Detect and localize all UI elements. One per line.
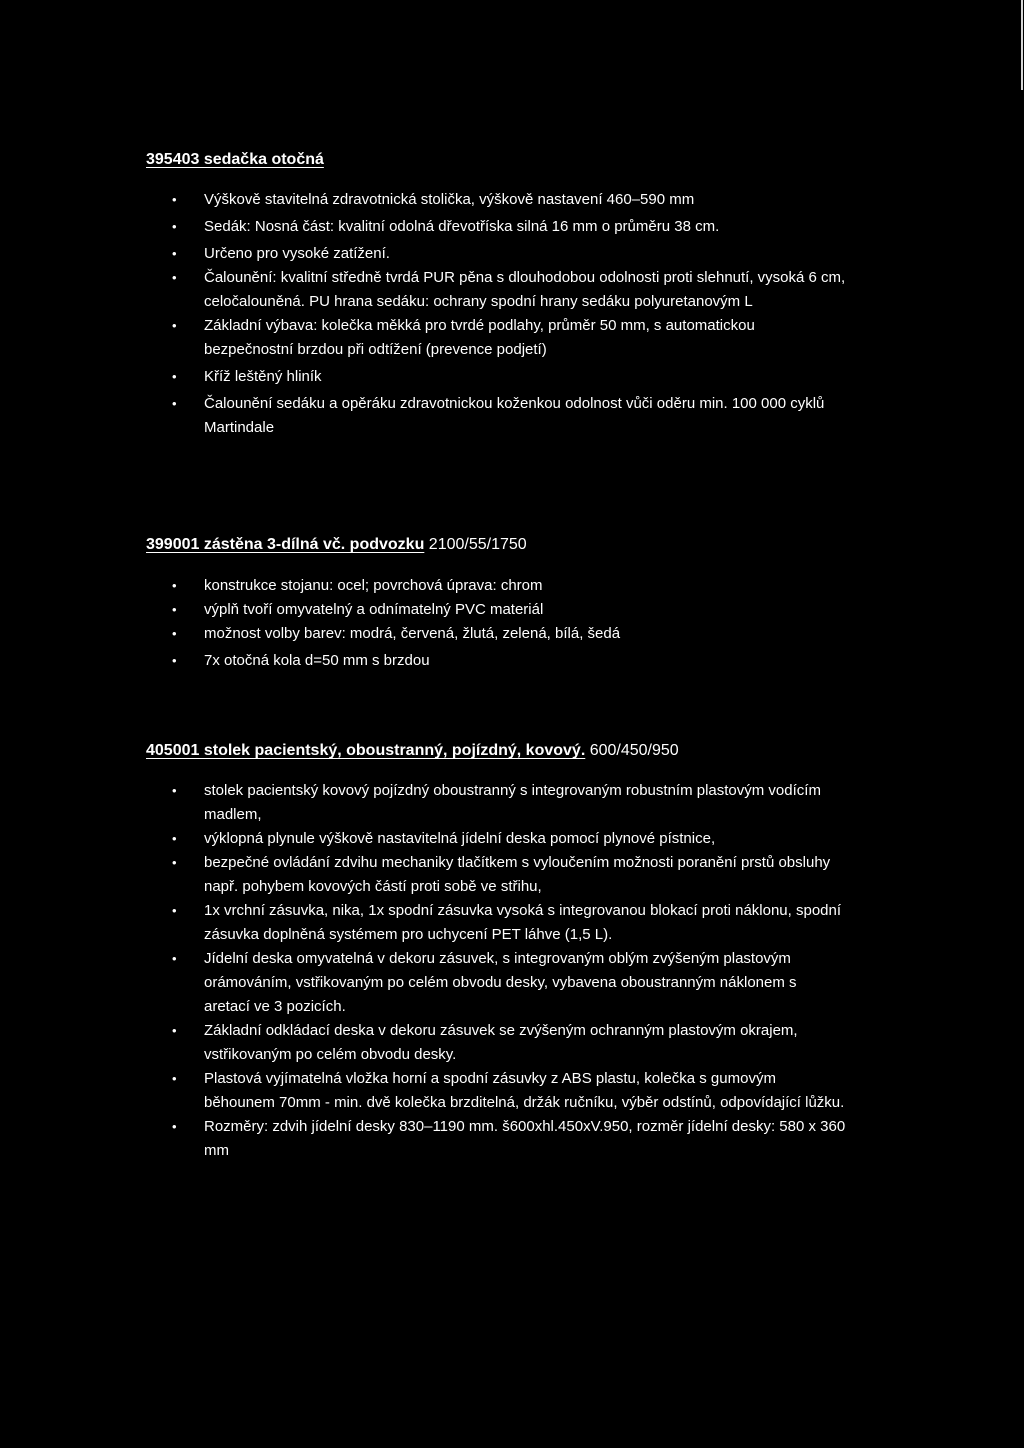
bullet-list [146, 574, 646, 673]
list-item: • výplň tvoří omyvatelný a odnímatelný PVC materiál [146, 598, 646, 622]
heading-title: 405001 stolek pacientský, oboustranný, pojízdný, kovový. [146, 742, 586, 759]
list-item: • Plastová vyjímatelná vložka horní a spodní zásuvky z ABS plastu, kolečka s gumovým běhounem 70mm - min. dvě kolečka brzditelná, držák ručníku, výběr odstínů, odpovídající lůžku. [146, 1067, 846, 1115]
list-item: • konstrukce stojanu: ocel; povrchová úprava: chrom [146, 574, 646, 598]
list-item: • 1x vrchní zásuvka, nika, 1x spodní zásuvka vysoká s integrovanou blokací proti náklonu, spodní zásuvka doplněná systémem pro uchycení PET láhve (1,5 L). [146, 899, 846, 947]
list-item: • Základní odkládací deska v dekoru zásuvek se zvýšeným ochranným plastovým okrajem, vstřikovaným po celém obvodu desky. [146, 1019, 846, 1067]
section-sedacka-otocna [146, 150, 886, 440]
list-item: • možnost volby barev: modrá, červená, žlutá, zelená, bílá, šedá [146, 622, 646, 646]
section-heading [146, 150, 366, 170]
list-item: • Jídelní deska omyvatelná v dekoru zásuvek, s integrovaným oblým zvýšeným plastovým orámováním, vstřikovaným po celém obvodu desky, vybavena oboustranným náklonem s aretací ve 3 pozicích. [146, 947, 846, 1019]
list-item: • Kříž leštěný hliník [146, 365, 846, 389]
list-item: • Čalounění: kvalitní středně tvrdá PUR pěna s dlouhodobou odolnosti proti slehnutí, vysoká 6 cm, celočalouněná. PU hrana sedáku: ochrany spodní hrany sedáku polyuretanovým L [146, 266, 846, 314]
list-item: • Výškově stavitelná zdravotnická stolička, výškově nastavení 460–590 mm [146, 188, 846, 212]
list-item: • Čalounění sedáku a opěráku zdravotnickou koženkou odolnost vůči oděru min. 100 000 cyklů Martindale [146, 392, 846, 440]
list-item: • bezpečné ovládání zdvihu mechaniky tlačítkem s vyloučením možnosti poranění prstů obsluhy např. pohybem kovových částí proti sobě ve střihu, [146, 851, 846, 899]
heading-title: 395403 sedačka otočná [146, 151, 324, 168]
bullet-list [146, 779, 846, 1163]
heading-dimensions: 2100/55/1750 [424, 536, 527, 553]
list-item: • Rozměry: zdvih jídelní desky 830–1190 mm. š600xhl.450xV.950, rozměr jídelní desky: 580 x 360 mm [146, 1115, 846, 1163]
list-item: • stolek pacientský kovový pojízdný oboustranný s integrovaným robustním plastovým vodícím madlem, [146, 779, 846, 827]
list-item: • 7x otočná kola d=50 mm s brzdou [146, 649, 646, 673]
section-stolek-pacientsky [146, 741, 886, 1163]
heading-title: 399001 zástěna 3-dílná vč. podvozku [146, 536, 425, 553]
list-item: • Sedák: Nosná část: kvalitní odolná dřevotříska silná 16 mm o průměru 38 cm. [146, 215, 846, 239]
list-item: • Základní výbava: kolečka měkká pro tvrdé podlahy, průměr 50 mm, s automatickou bezpečnostní brzdou při odtížení (prevence podjetí) [146, 314, 846, 362]
bullet-list [146, 188, 846, 440]
list-item: • Určeno pro vysoké zatížení. [146, 242, 846, 266]
scan-edge-line [1021, 0, 1023, 90]
list-item: • výklopná plynule výškově nastavitelná jídelní deska pomocí plynové pístnice, [146, 827, 846, 851]
section-zastena [146, 535, 886, 673]
section-heading [146, 741, 886, 761]
section-heading [146, 535, 886, 555]
heading-dimensions: 600/450/950 [585, 742, 679, 759]
